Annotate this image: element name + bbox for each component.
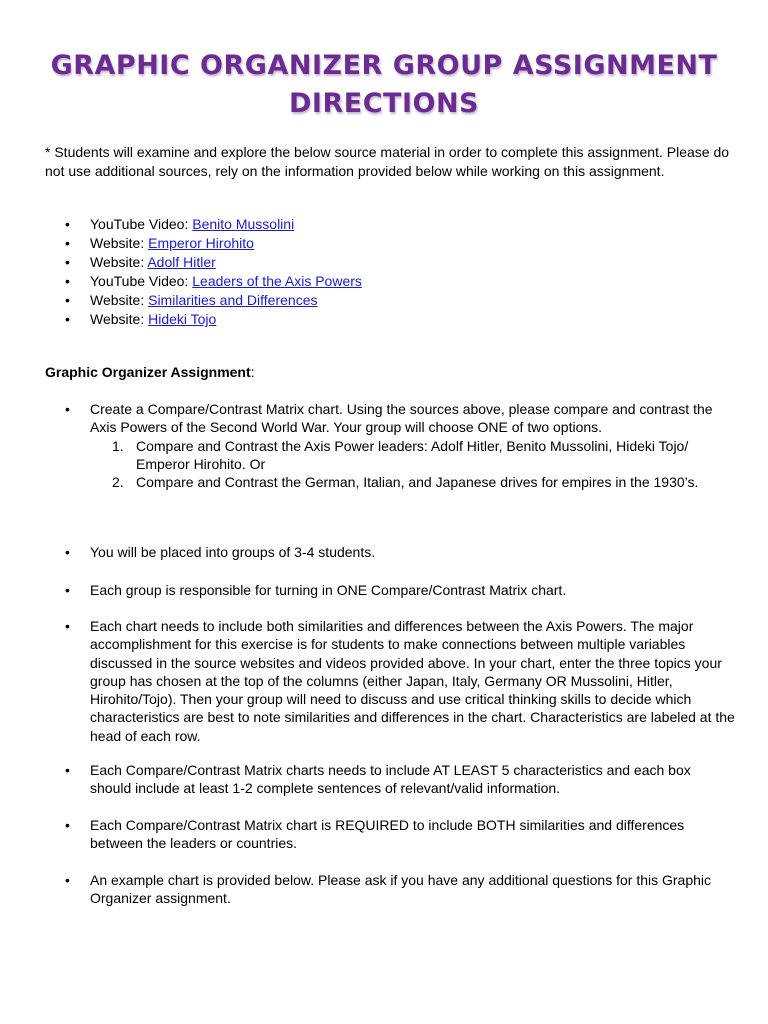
bullet-icon: •	[65, 872, 70, 888]
assignment-heading-colon: :	[250, 364, 255, 380]
option-item	[90, 437, 735, 474]
option-text: Compare and Contrast the German, Italian, and Japanese drives for empires in the 1930’s.	[136, 474, 699, 491]
each-chart-text: Each chart needs to include both similarities and differences between the Axis Powers. The major accomplishment for this exercise is for students to make connections between multiple variables discussed in the source websites and videos provided above. In your chart, enter the three topics your group has chosen at the top of the columns (either Japan, Italy, Germany OR Mussolini, Hitler, Hirohito/Tojo). Then your group will need to discuss and use critical thinking skills to decide which characteristics are best to note similarities and differences in the chart. Characteristics are labeled at the head of each row.	[90, 618, 735, 744]
create-chart-text: Create a Compare/Contrast Matrix chart. Using the sources above, please compare and contrast the Axis Powers of the Second World War. Your group will choose ONE of two options.	[90, 401, 713, 436]
assignment-item-create	[65, 400, 735, 491]
assignment-item-groups	[65, 543, 735, 561]
source-link-similarities-differences[interactable]: Similarities and Differences	[148, 292, 318, 308]
bullet-icon: •	[65, 254, 70, 270]
source-type: YouTube Video:	[90, 216, 189, 232]
bullet-icon: •	[65, 401, 70, 417]
assignment-item-required	[65, 816, 735, 853]
page-title-line-2: DIRECTIONS	[289, 88, 479, 119]
source-item	[45, 215, 362, 234]
source-type: Website:	[90, 292, 145, 308]
bullet-icon: •	[65, 273, 70, 289]
assignment-item-example	[65, 871, 735, 908]
assignment-item-each-group	[65, 581, 735, 599]
option-item	[90, 473, 735, 491]
option-number: 2.	[112, 474, 124, 491]
source-list	[45, 215, 362, 329]
source-item	[45, 234, 362, 253]
assignment-item-at-least	[65, 761, 735, 798]
bullet-icon: •	[65, 292, 70, 308]
bullet-icon: •	[65, 582, 70, 598]
bullet-icon: •	[65, 311, 70, 327]
bullet-icon: •	[65, 235, 70, 251]
source-type: Website:	[90, 311, 145, 327]
bullet-icon: •	[65, 762, 70, 778]
page-title-line-1: GRAPHIC ORGANIZER GROUP ASSIGNMENT	[50, 50, 718, 81]
source-item	[45, 253, 362, 272]
bullet-icon: •	[65, 544, 70, 560]
assignment-heading-text: Graphic Organizer Assignment	[45, 364, 251, 380]
source-link-hideki-tojo[interactable]: Hideki Tojo	[148, 311, 217, 327]
source-type: YouTube Video:	[90, 273, 189, 289]
each-group-text: Each group is responsible for turning in ONE Compare/Contrast Matrix chart.	[90, 582, 567, 598]
source-item	[45, 291, 362, 310]
bullet-icon: •	[65, 216, 70, 232]
groups-text: You will be placed into groups of 3-4 students.	[90, 544, 376, 560]
option-text: Compare and Contrast the Axis Power leaders: Adolf Hitler, Benito Mussolini, Hideki Tojo/ Emperor Hirohito. Or	[136, 437, 689, 472]
at-least-text: Each Compare/Contrast Matrix charts needs to include AT LEAST 5 characteristics and each box should include at least 1-2 complete sentences of relevant/valid information.	[90, 762, 691, 797]
bullet-icon: •	[65, 817, 70, 833]
option-number: 1.	[112, 437, 124, 454]
option-list	[90, 437, 735, 492]
source-item	[45, 272, 362, 291]
source-link-emperor-hirohito[interactable]: Emperor Hirohito	[148, 235, 254, 251]
source-link-leaders-axis-powers[interactable]: Leaders of the Axis Powers	[192, 273, 362, 289]
example-text: An example chart is provided below. Please ask if you have any additional questions for this Graphic Organizer assignment.	[90, 872, 712, 907]
source-type: Website:	[90, 254, 145, 270]
assignment-heading	[45, 364, 255, 380]
intro-paragraph: * Students will examine and explore the below source material in order to complete this assignment. Please do not use additional sources, rely on the information provided below while working on this assignment.	[45, 144, 730, 179]
source-type: Website:	[90, 235, 145, 251]
assignment-item-each-chart	[65, 617, 735, 745]
source-link-benito-mussolini[interactable]: Benito Mussolini	[192, 216, 295, 232]
source-item	[45, 310, 362, 329]
required-text: Each Compare/Contrast Matrix chart is REQUIRED to include BOTH similarities and differences between the leaders or countries.	[90, 817, 685, 852]
bullet-icon: •	[65, 618, 70, 634]
source-link-adolf-hitler[interactable]: Adolf Hitler	[147, 254, 216, 270]
